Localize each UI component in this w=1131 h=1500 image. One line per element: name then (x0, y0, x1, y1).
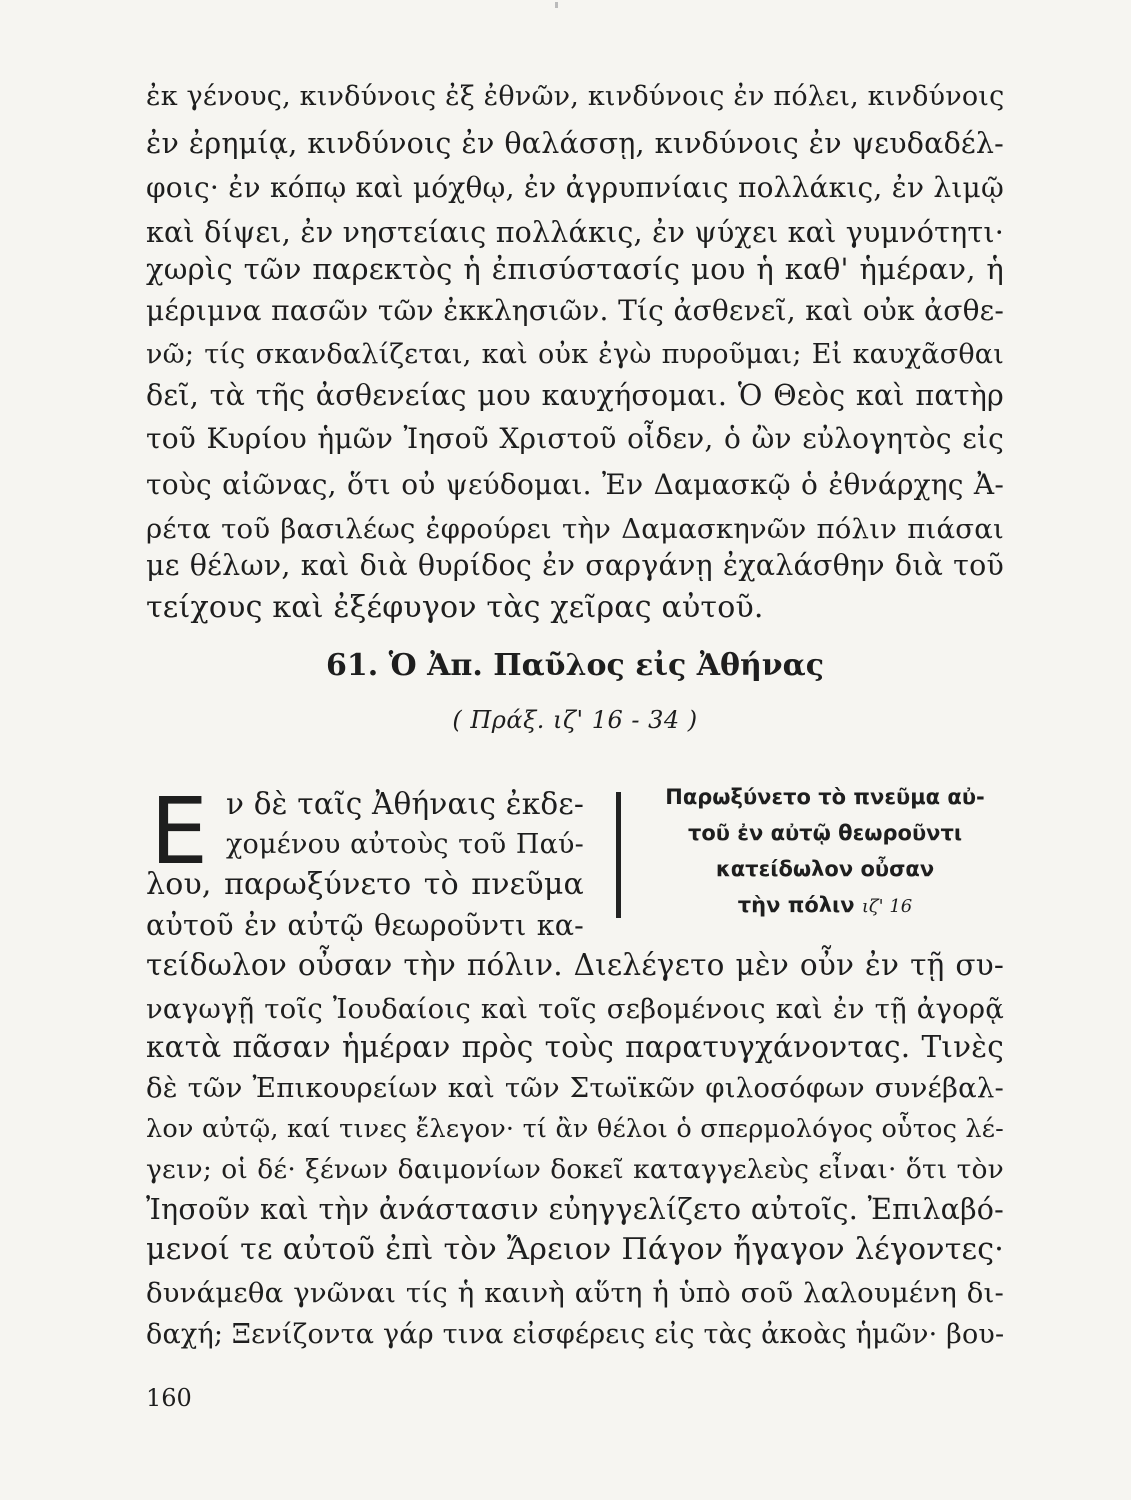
body-line: τοῦ Κυρίου ἡμῶν Ἰησοῦ Χριστοῦ οἶδεν, ὁ ὢν εὐλογητὸς εἰς (146, 422, 1004, 455)
marginal-note-line (640, 887, 1010, 925)
marginal-note-ref: ιζ' 16 (861, 896, 913, 917)
body-line: Ἰησοῦν καὶ τὴν ἀνάστασιν εὐηγγελίζετο αὐτοῖς. Ἐπιλαβό- (146, 1193, 1004, 1226)
body-line: τοὺς αἰῶνας, ὅτι οὐ ψεύδομαι. Ἐν Δαμασκῷ ὁ ἐθνάρχης Ἀ- (146, 468, 1004, 501)
body-line: με θέλων, καὶ διὰ θυρίδος ἐν σαργάνῃ ἐχαλάσθην διὰ τοῦ (146, 549, 1004, 582)
marginal-rule (616, 792, 621, 918)
body-line: νῶ; τίς σκανδαλίζεται, καὶ οὐκ ἐγὼ πυροῦμαι; Εἰ καυχᾶσθαι (146, 339, 1004, 370)
body-line: ν δὲ ταῖς Ἀθήναις ἐκδε- (226, 787, 584, 821)
body-line: ρέτα τοῦ βασιλέως ἐφρούρει τὴν Δαμασκηνῶν πόλιν πιάσαι (146, 513, 1004, 545)
body-line: δεῖ, τὰ τῆς ἀσθενείας μου καυχήσομαι. Ὁ Θεὸς καὶ πατὴρ (146, 379, 1004, 412)
body-line: αὐτοῦ ἐν αὐτῷ θεωροῦντι κα- (146, 909, 584, 942)
body-line: τείδωλον οὖσαν τὴν πόλιν. Διελέγετο μὲν οὖν ἐν τῇ συ- (146, 948, 1004, 982)
body-line: λου, παρωξύνετο τὸ πνεῦμα (146, 867, 584, 902)
body-line: ναγωγῇ τοῖς Ἰουδαίοις καὶ τοῖς σεβομένοις καὶ ἐν τῇ ἀγορᾷ (146, 993, 1004, 1025)
marginal-note-line: τοῦ ἐν αὐτῷ θεωροῦντι (687, 821, 963, 845)
paper-speck (555, 2, 558, 8)
body-line: δὲ τῶν Ἐπικουρείων καὶ τῶν Στωϊκῶν φιλοσόφων συνέβαλ- (146, 1072, 1004, 1104)
body-line: φοις· ἐν κόπῳ καὶ μόχθῳ, ἐν ἀγρυπνίαις πολλάκις, ἐν λιμῷ (146, 171, 1004, 204)
body-line: μενοί τε αὐτοῦ ἐπὶ τὸν Ἄρειον Πάγον ἤγαγον λέγοντες· (146, 1232, 1004, 1267)
body-line: χωρὶς τῶν παρεκτὸς ἡ ἐπισύστασίς μου ἡ καθ' ἡμέραν, ἡ (146, 252, 1004, 286)
marginal-note-text: τὴν πόλιν (737, 893, 855, 917)
body-line: τείχους καὶ ἐξέφυγον τὰς χεῖρας αὐτοῦ. (146, 590, 764, 625)
body-line: γειν; οἱ δέ· ξένων δαιμονίων δοκεῖ καταγγελεὺς εἶναι· ὅτι τὸν (146, 1154, 1004, 1185)
body-line: ἐν ἐρημίᾳ, κινδύνοις ἐν θαλάσσῃ, κινδύνοις ἐν ψευδαδέλ- (146, 127, 1004, 160)
body-line: χομένου αὐτοὺς τοῦ Παύ- (226, 829, 584, 860)
body-line: μέριμνα πασῶν τῶν ἐκκλησιῶν. Τίς ἀσθενεῖ, καὶ οὐκ ἀσθε- (146, 294, 1004, 327)
page-number: 160 (146, 1384, 192, 1412)
body-line: ἐκ γένους, κινδύνοις ἐξ ἐθνῶν, κινδύνοις ἐν πόλει, κινδύνοις (146, 81, 1005, 112)
marginal-note-line: κατείδωλον οὖσαν (715, 857, 935, 881)
body-line: δαχή; Ξενίζοντα γάρ τινα εἰσφέρεις εἰς τὰς ἀκοὰς ἡμῶν· βου- (146, 1319, 1005, 1350)
marginal-note (640, 779, 1010, 925)
drop-cap: Ε (150, 778, 209, 885)
body-line: κατὰ πᾶσαν ἡμέραν πρὸς τοὺς παρατυγχάνοντας. Τινὲς (146, 1030, 1004, 1064)
scripture-reference: ( Πράξ. ιζ' 16 - 34 ) (452, 706, 698, 734)
body-line: δυνάμεθα γνῶναι τίς ἡ καινὴ αὕτη ἡ ὑπὸ σοῦ λαλουμένη δι- (146, 1277, 1004, 1309)
marginal-note-line: Παρωξύνετο τὸ πνεῦμα αὐ- (665, 785, 985, 809)
body-line: λον αὐτῷ, καί τινες ἔλεγον· τί ἂν θέλοι ὁ σπερμολόγος οὗτος λέ- (146, 1114, 1004, 1144)
section-heading: 61. Ὁ Ἀπ. Παῦλος εἰς Ἀθήνας (326, 648, 824, 683)
body-line: καὶ δίψει, ἐν νηστείαις πολλάκις, ἐν ψύχει καὶ γυμνότητι· (146, 216, 1004, 249)
